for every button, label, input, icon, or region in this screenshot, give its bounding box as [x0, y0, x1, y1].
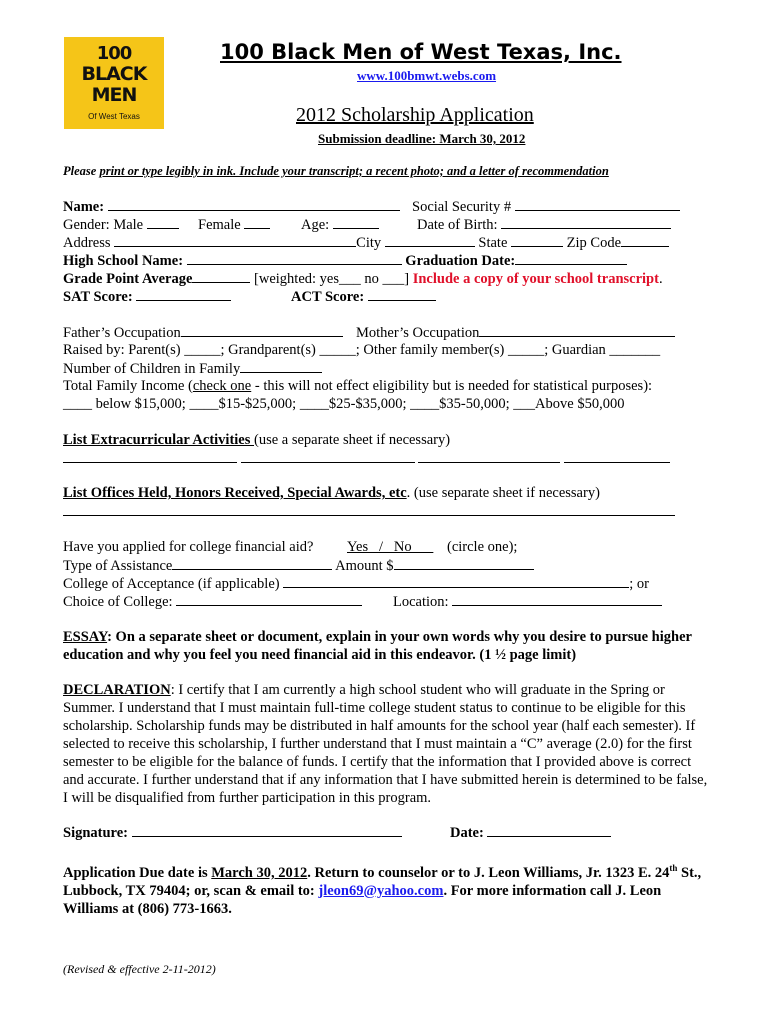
honors-note: . (use separate sheet if necessary) — [406, 485, 600, 501]
date-label: Date: — [450, 825, 484, 841]
honors-fields — [63, 503, 675, 521]
age-label: Age: — [301, 217, 330, 233]
act-row: ACT Score: — [291, 288, 436, 306]
zip-label: Zip Code — [566, 235, 622, 251]
children-row — [63, 360, 322, 378]
female-field[interactable] — [244, 216, 270, 229]
name-field[interactable] — [108, 198, 400, 211]
logo-line-1: 100 — [96, 43, 132, 64]
essay-text: : On a separate sheet or document, explain in your own words why you desire to pursue higher education and why you feel you need financial aid in this endeavor. (1 ½ page limit) — [63, 629, 692, 663]
dob-label: Date of Birth: — [417, 217, 498, 233]
city-field[interactable] — [385, 234, 475, 247]
name-label: Name: — [63, 199, 105, 215]
activities-field-3[interactable] — [418, 450, 560, 463]
address-row — [63, 234, 669, 252]
form-title: 2012 Scholarship Application — [296, 104, 534, 126]
gpa-row: Grade Point Average [weighted: yes___ no ___] Include a copy of your school transcript. — [63, 271, 663, 287]
sat-label: SAT Score — [63, 289, 128, 305]
due-date: March 30, 2012 — [211, 864, 308, 881]
amount-label: Amount $ — [335, 558, 394, 574]
mother-row — [356, 324, 675, 342]
instructions-text: print or type legibly in ink. Include your transcript; a recent photo; and a letter of recommendation — [99, 164, 609, 178]
female-row — [198, 216, 270, 234]
amount-field[interactable] — [394, 557, 534, 570]
due-mid: . Return to counselor or to J. Leon Williams, Jr. 1323 E. 24 — [307, 864, 670, 881]
activities-field-1[interactable] — [63, 450, 237, 463]
choice-college-field[interactable] — [176, 593, 362, 606]
date-row — [450, 824, 611, 842]
mother-occupation-field[interactable] — [479, 324, 675, 337]
father-occupation-field[interactable] — [181, 324, 343, 337]
essay-label: ESSAY — [63, 629, 108, 645]
date-field[interactable] — [487, 824, 611, 837]
ssn-label: Social Security # — [412, 199, 512, 215]
declaration-label: DECLARATION — [63, 682, 171, 698]
address-label: Address — [63, 235, 111, 251]
email-link[interactable]: jleon69@yahoo.com — [318, 882, 444, 899]
location-row — [393, 593, 662, 611]
honors-label: List Offices Held, Honors Received, Special Awards, etc — [63, 485, 407, 501]
male-field[interactable] — [147, 216, 179, 229]
activities-fields — [63, 450, 670, 468]
aid-yes-no[interactable]: Yes / No — [347, 539, 434, 555]
signature-label: Signature: — [63, 825, 128, 841]
location-label: Location: — [393, 594, 449, 610]
logo-line-2: BLACK — [81, 63, 147, 85]
assistance-type-field[interactable] — [172, 557, 332, 570]
high-school-row: High School Name: Graduation Date: — [63, 252, 627, 270]
act-label: ACT Score — [291, 289, 360, 305]
income-row — [63, 378, 652, 395]
honors-field[interactable] — [63, 503, 675, 516]
graduation-date-field[interactable] — [515, 252, 627, 265]
assistance-type-label: Type of Assistance — [63, 558, 173, 574]
high-school-field[interactable] — [187, 252, 402, 265]
gpa-field[interactable] — [192, 270, 250, 283]
college-acceptance-field[interactable] — [283, 575, 629, 588]
income-options[interactable]: ____ below $15,000; ____$15-$25,000; ____$25-$35,000; ____$35-50,000; ___Above $50,000 — [63, 396, 625, 412]
children-field[interactable] — [240, 360, 322, 373]
raised-by[interactable]: Raised by: Parent(s) _____; Grandparent(s) _____; Other family member(s) _____; Guardian _______ — [63, 342, 661, 358]
due-pre: Application Due date is — [63, 864, 212, 881]
logo-tagline: Of West Texas — [88, 112, 140, 121]
declaration-text: : I certify that I am currently a high school student who will graduate in the Spring or Summer. I understand that I must maintain full-time college student status to continue to be eligible for this scholarship. Scholarship funds may be distributed in half amounts for the school year (half each semester). If selected to receive this scholarship, I further understand that I must maintain a “C” average (2.0) for the first semester to be eligible for the balance of funds. I certify that the information that I provided above is correct and accurate. I further understand that if any information that I have submitted herein is determined to be false, I will be disqualified from further participation in this program. — [63, 682, 708, 806]
female-label: Female — [198, 217, 241, 233]
income-label-post: - this will not effect eligibility but is needed for statistical purposes): — [251, 378, 653, 394]
assistance-row — [63, 557, 534, 575]
gender-row — [63, 216, 179, 234]
activities-note: (use a separate sheet if necessary) — [254, 432, 451, 448]
sat-row: SAT Score: — [63, 288, 231, 306]
org-title: 100 Black Men of West Texas, Inc. — [220, 40, 622, 64]
dob-field[interactable] — [501, 216, 671, 229]
essay-paragraph — [63, 628, 723, 664]
children-label: Number of Children in Family — [63, 361, 241, 377]
age-row — [301, 216, 379, 234]
zip-field[interactable] — [621, 234, 669, 247]
gpa-label: Grade Point Average — [63, 271, 193, 287]
signature-field[interactable] — [132, 824, 402, 837]
due-post: . For more information call J. Leon Williams at (806) 773-1663. — [63, 882, 662, 917]
aid-question: Have you applied for college financial aid? — [63, 539, 314, 555]
state-field[interactable] — [511, 234, 563, 247]
revision-note: (Revised & effective 2-11-2012) — [63, 962, 216, 976]
transcript-note: Include a copy of your school transcript — [412, 271, 659, 287]
act-field[interactable] — [368, 288, 436, 301]
college-acceptance-row — [63, 575, 649, 593]
graduation-date-label: Graduation Date — [405, 253, 511, 269]
activities-heading — [63, 432, 450, 449]
age-field[interactable] — [333, 216, 379, 229]
weighted-option[interactable]: [weighted: yes___ no ___] — [254, 271, 410, 287]
choice-college-label: Choice of College: — [63, 594, 173, 610]
due-date-paragraph — [63, 859, 713, 918]
due-superscript: th — [669, 863, 678, 873]
sat-field[interactable] — [136, 288, 231, 301]
organization-logo — [64, 37, 164, 129]
submission-deadline: Submission deadline: March 30, 2012 — [318, 131, 526, 146]
dob-row — [417, 216, 671, 234]
activities-field-2[interactable] — [241, 450, 415, 463]
income-check-one: check one — [192, 378, 252, 394]
state-label: State — [478, 235, 508, 251]
name-row — [63, 198, 400, 216]
mother-occupation-label: Mother’s Occupation — [356, 325, 480, 341]
website-link[interactable]: www.100bmwt.webs.com — [357, 68, 497, 83]
city-label: City — [356, 235, 382, 251]
aid-circle-one: (circle one); — [447, 539, 518, 555]
father-row — [63, 324, 343, 342]
honors-heading — [63, 485, 600, 502]
address-field[interactable] — [114, 234, 356, 247]
activities-field-4[interactable] — [564, 450, 670, 463]
father-occupation-label: Father’s Occupation — [63, 325, 181, 341]
instructions-please: Please — [63, 164, 97, 178]
income-label-pre: Total Family Income ( — [63, 378, 193, 394]
due-mid2: St., Lubbock, TX 79404; or, scan & email to: — [63, 864, 702, 899]
ssn-row — [412, 198, 680, 216]
logo-line-3: MEN — [91, 84, 137, 106]
instructions — [63, 164, 609, 179]
or-text: ; or — [629, 576, 649, 592]
choice-college-row — [63, 593, 362, 611]
signature-row — [63, 824, 402, 842]
activities-label: List Extracurricular Activities — [63, 432, 255, 448]
high-school-label: High School Name — [63, 253, 179, 269]
college-acceptance-label: College of Acceptance (if applicable) — [63, 576, 280, 592]
gender-male-label: Gender: Male — [63, 217, 144, 233]
ssn-field[interactable] — [515, 198, 680, 211]
location-field[interactable] — [452, 593, 662, 606]
declaration-paragraph — [63, 681, 711, 807]
